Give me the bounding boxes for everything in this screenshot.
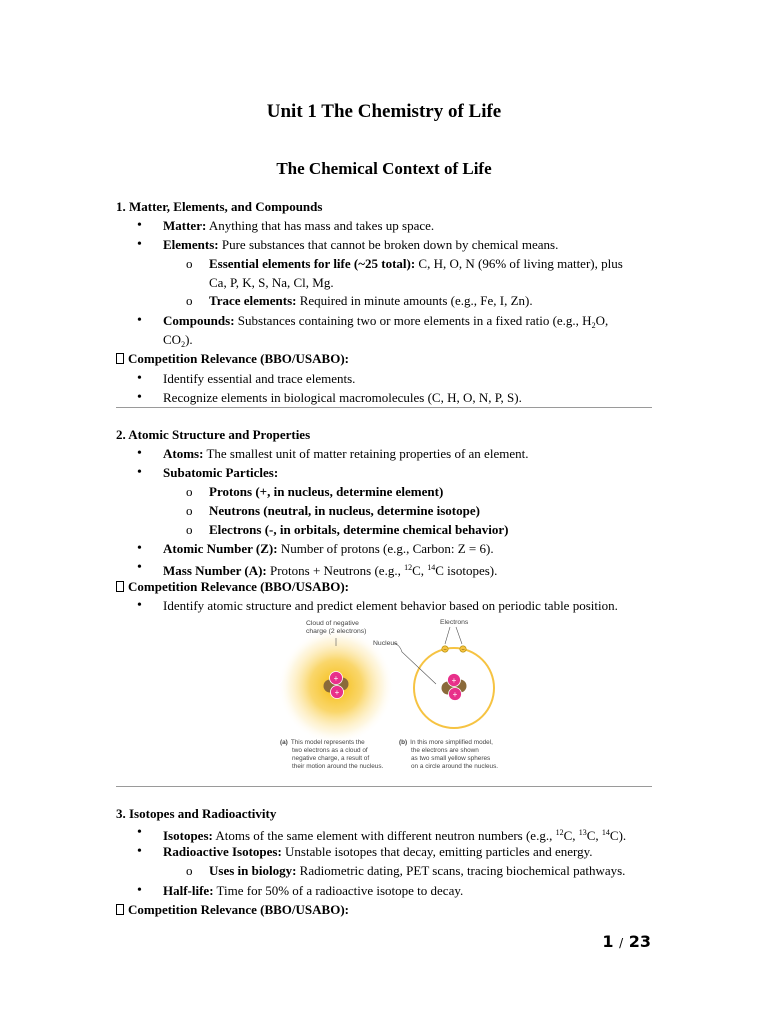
bullet-dot: • xyxy=(137,237,142,252)
list-item-trace-elements xyxy=(209,293,533,309)
section-divider xyxy=(116,407,652,408)
list-item-atomic-number xyxy=(163,541,494,557)
list-item-compounds xyxy=(163,313,651,334)
caption-b-line1 xyxy=(399,739,493,746)
definition-atoms: The smallest unit of matter retaining properties of an element. xyxy=(203,446,529,461)
bullet-circle: o xyxy=(186,256,193,271)
bullet-circle: o xyxy=(186,863,193,878)
atom-models-figure xyxy=(270,612,520,774)
list-item-matter xyxy=(163,218,434,234)
term-mass-number: Mass Number (A): xyxy=(163,563,267,578)
relevance-item: Identify essential and trace elements. xyxy=(163,371,356,386)
bullet-dot: • xyxy=(137,446,142,461)
list-item-protons xyxy=(209,484,443,500)
bullet-circle: o xyxy=(186,293,193,308)
definition-trace: Required in minute amounts (e.g., Fe, I, Zn). xyxy=(296,293,533,308)
caption-a-line3: negative charge, a result of xyxy=(292,755,370,762)
definition-radioactive: Unstable isotopes that decay, emitting particles and energy. xyxy=(281,844,593,859)
definition-elements: Pure substances that cannot be broken down by chemical means. xyxy=(218,237,559,252)
competition-relevance-label: Competition Relevance (BBO/USABO): xyxy=(128,351,349,366)
bullet-dot: • xyxy=(137,313,142,328)
term-electrons: Electrons (-, in orbitals, determine chemical behavior) xyxy=(209,522,509,537)
list-item-subatomic xyxy=(163,465,278,481)
definition-half-life: Time for 50% of a radioactive isotope to decay. xyxy=(213,883,464,898)
list-item-uses xyxy=(209,863,625,879)
list-item-elements xyxy=(163,237,558,253)
definition-uses: Radiometric dating, PET scans, tracing biochemical pathways. xyxy=(296,863,626,878)
bullet-dot: • xyxy=(137,541,142,556)
caption-b-text: In this more simplified model, xyxy=(410,739,493,746)
bullet-dot: • xyxy=(137,883,142,898)
term-uses: Uses in biology: xyxy=(209,863,297,878)
isotope-c13: C, xyxy=(586,828,602,843)
relevance-item: Recognize elements in biological macromolecules (C, H, O, N, P, S). xyxy=(163,390,522,405)
term-neutrons: Neutrons (neutral, in nucleus, determine isotope) xyxy=(209,503,480,518)
missing-glyph-icon xyxy=(116,904,124,915)
bullet-dot: • xyxy=(137,844,142,859)
definition-compounds: Substances containing two or more elements in a fixed ratio (e.g., H xyxy=(234,313,592,328)
section-1-heading: 1. Matter, Elements, and Compounds xyxy=(116,199,323,214)
term-protons: Protons (+, in nucleus, determine element) xyxy=(209,484,444,499)
superscript: 13 xyxy=(578,828,587,837)
nucleus-b xyxy=(442,674,467,701)
bullet-dot: • xyxy=(137,371,142,386)
formula-end: ). xyxy=(185,332,193,347)
bullet-dot: • xyxy=(137,598,142,613)
caption-a-tag: (a) xyxy=(280,739,288,746)
competition-relevance-2 xyxy=(116,579,349,595)
competition-relevance-label: Competition Relevance (BBO/USABO): xyxy=(128,902,349,917)
caption-b-line2: the electrons are shown xyxy=(411,747,479,754)
bullet-circle: o xyxy=(186,503,193,518)
list-item-half-life xyxy=(163,883,463,899)
bullet-dot: • xyxy=(137,218,142,233)
proton-sign: + xyxy=(334,688,340,697)
relevance-item: Identify atomic structure and predict element behavior based on periodic table position. xyxy=(163,598,618,613)
isotope-c12: C, xyxy=(563,828,579,843)
list-item-isotopes xyxy=(163,825,626,844)
definition-isotopes: Atoms of the same element with different neutron numbers (e.g., xyxy=(212,828,556,843)
list-item-atoms xyxy=(163,446,528,462)
proton-sign: + xyxy=(452,690,458,699)
superscript: 12 xyxy=(404,563,413,572)
definition-matter: Anything that has mass and takes up space. xyxy=(206,218,435,233)
list-item-compounds-continued xyxy=(163,332,193,353)
formula-co: CO xyxy=(163,332,182,347)
term-atoms: Atoms: xyxy=(163,446,204,461)
caption-a-line4: their motion around the nucleus. xyxy=(292,763,384,770)
section-2-heading: 2. Atomic Structure and Properties xyxy=(116,427,311,442)
caption-b-tag: (b) xyxy=(399,739,408,746)
electron-sign: − xyxy=(443,647,447,654)
term-atomic-number: Atomic Number (Z): xyxy=(163,541,278,556)
term-compounds: Compounds: xyxy=(163,313,235,328)
term-elements: Elements: xyxy=(163,237,219,252)
definition-mass-number: Protons + Neutrons (e.g., xyxy=(266,563,405,578)
competition-relevance-label: Competition Relevance (BBO/USABO): xyxy=(128,579,349,594)
caption-b-line3: as two small yellow spheres xyxy=(411,755,491,762)
superscript: 12 xyxy=(555,828,564,837)
list-item-essential-continued: Ca, P, K, S, Na, Cl, Mg. xyxy=(209,275,334,290)
definition-essential-1: C, H, O, N (96% of living matter), plus xyxy=(415,256,623,271)
subscript: 2 xyxy=(591,321,596,330)
page-subtitle: The Chemical Context of Life xyxy=(276,159,492,178)
list-item-electrons xyxy=(209,522,508,538)
caption-a-text: This model represents the xyxy=(290,739,365,746)
proton-sign: + xyxy=(333,674,339,683)
competition-relevance-3 xyxy=(116,902,349,918)
term-essential: Essential elements for life (~25 total): xyxy=(209,256,416,271)
term-subatomic: Subatomic Particles: xyxy=(163,465,279,480)
caption-a-line2: two electrons as a cloud of xyxy=(292,747,368,754)
definition-compounds-2: O, xyxy=(595,313,609,328)
proton-sign: + xyxy=(451,676,457,685)
term-matter: Matter: xyxy=(163,218,207,233)
missing-glyph-icon xyxy=(116,581,124,592)
section-3-heading: 3. Isotopes and Radioactivity xyxy=(116,806,277,821)
pointer-line xyxy=(445,627,462,644)
bullet-dot: • xyxy=(137,560,142,575)
label-cloud-line2: charge (2 electrons) xyxy=(306,628,367,635)
bullet-dot: • xyxy=(137,465,142,480)
definition-atomic-number: Number of protons (e.g., Carbon: Z = 6). xyxy=(277,541,494,556)
page-number xyxy=(602,932,651,951)
definition-mass-number-3: C isotopes). xyxy=(435,563,498,578)
term-trace: Trace elements: xyxy=(209,293,297,308)
bullet-dot: • xyxy=(137,390,142,405)
bullet-circle: o xyxy=(186,522,193,537)
section-divider xyxy=(116,786,652,787)
label-electrons: Electrons xyxy=(440,619,469,626)
term-radioactive: Radioactive Isotopes: xyxy=(163,844,282,859)
competition-relevance-1 xyxy=(116,351,349,367)
label-nucleus: Nucleus xyxy=(373,640,398,647)
page-title: Unit 1 The Chemistry of Life xyxy=(266,101,502,122)
isotope-c14: C). xyxy=(609,828,627,843)
term-half-life: Half-life: xyxy=(163,883,214,898)
definition-mass-number-2: C, xyxy=(412,563,428,578)
bullet-dot: • xyxy=(137,825,142,840)
superscript: 14 xyxy=(427,563,436,572)
list-item-essential-elements xyxy=(209,256,623,272)
page-separator: / xyxy=(619,936,624,950)
caption-b-line4: on a circle around the nucleus. xyxy=(411,763,499,770)
bullet-circle: o xyxy=(186,484,193,499)
label-cloud-line1: Cloud of negative xyxy=(306,620,359,627)
list-item-mass-number xyxy=(163,560,497,579)
list-item-neutrons xyxy=(209,503,480,519)
subscript: 2 xyxy=(181,340,186,349)
missing-glyph-icon xyxy=(116,353,124,364)
caption-a-line1 xyxy=(280,739,365,746)
term-isotopes: Isotopes: xyxy=(163,828,213,843)
page-current: 1 xyxy=(602,932,614,951)
superscript: 14 xyxy=(601,828,610,837)
list-item-radioactive xyxy=(163,844,593,860)
page-total: 23 xyxy=(628,932,651,951)
electron-sign: − xyxy=(461,647,465,654)
